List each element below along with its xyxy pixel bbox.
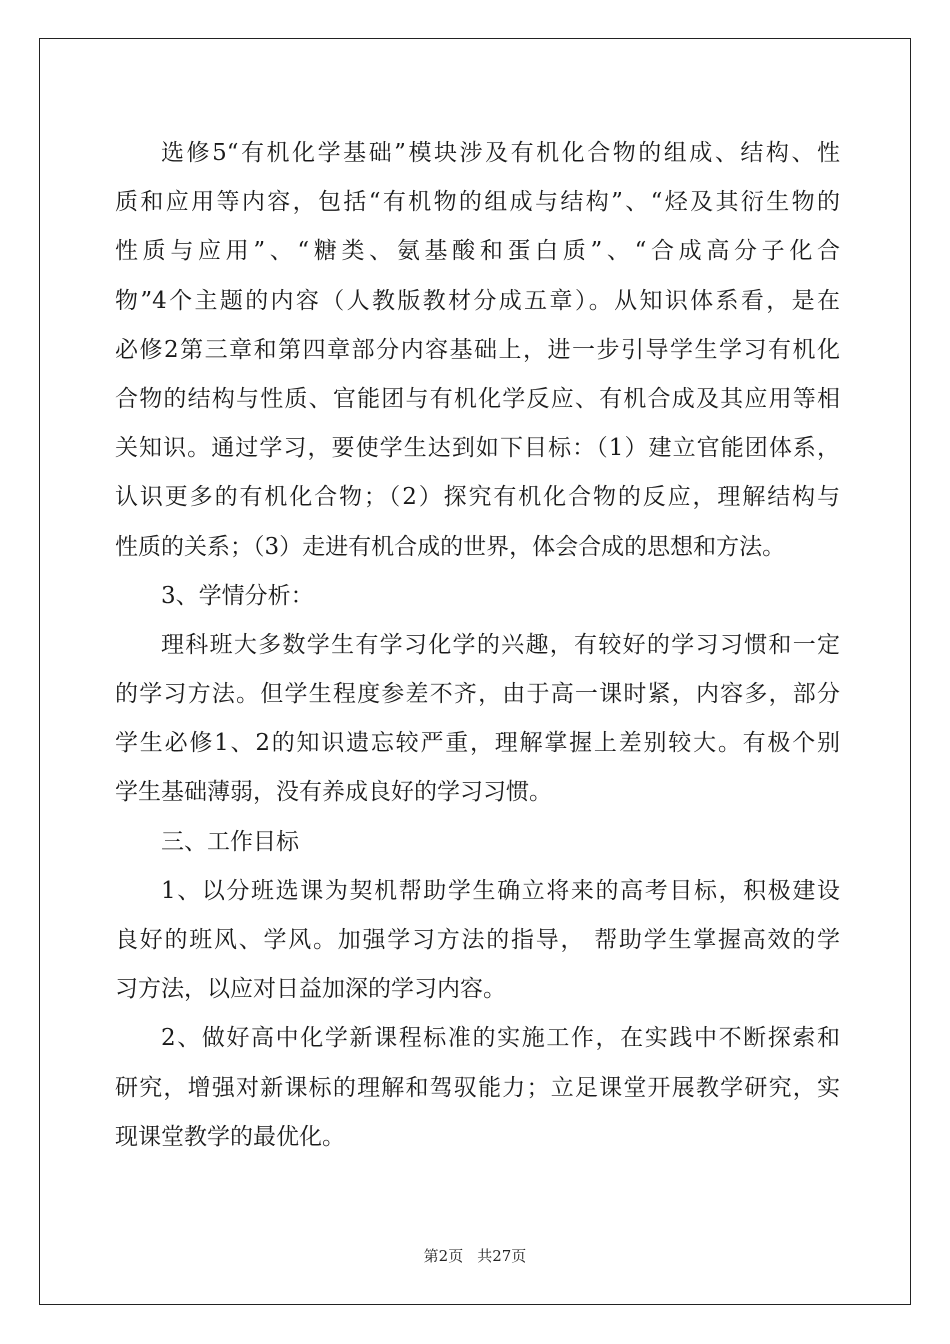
- page-footer: [0, 1245, 950, 1266]
- text-line: 研究，增强对新课标的理解和驾驭能力；立足课堂开展教学研究，实: [115, 1074, 840, 1101]
- text-line: 3、学情分析：: [161, 582, 314, 609]
- text-line: 习方法，以应对日益加深的学习内容。: [115, 976, 506, 1003]
- paragraph-module-intro: [115, 129, 840, 572]
- section-heading-work-goals: [115, 818, 840, 867]
- text-line: 认识更多的有机化合物；（2）探究有机化合物的反应，理解结构与: [115, 484, 840, 511]
- text-line: 学生基础薄弱，没有养成良好的学习习惯。: [115, 779, 552, 806]
- text-line: 关知识。通过学习，要使学生达到如下目标：（1）建立官能团体系，: [115, 435, 840, 462]
- page-number: 第2页: [423, 1247, 464, 1265]
- text-line: 必修2第三章和第四章部分内容基础上，进一步引导学生学习有机化: [115, 336, 840, 363]
- text-line: 物”4个主题的内容（人教版教材分成五章）。从知识体系看，是在: [115, 287, 840, 314]
- text-line: 1、以分班选课为契机帮助学生确立将来的高考目标，积极建设: [161, 877, 840, 904]
- text-line: 2、做好高中化学新课程标准的实施工作，在实践中不断探索和: [161, 1025, 840, 1052]
- text-line: 的学习方法。但学生程度参差不齐，由于高一课时紧，内容多，部分: [115, 681, 840, 708]
- text-line: 选修5“有机化学基础”模块涉及有机化合物的组成、结构、性: [161, 140, 840, 166]
- document-body: [115, 129, 840, 1162]
- text-line: 良好的班风、学风。加强学习方法的指导， 帮助学生掌握高效的学: [115, 927, 840, 953]
- text-line: 合物的结构与性质、官能团与有机化学反应、有机合成及其应用等相: [115, 385, 840, 412]
- section-heading-student-analysis: [115, 572, 840, 621]
- text-line: 学生必修1、2的知识遗忘较严重，理解掌握上差别较大。有极个别: [115, 730, 840, 757]
- text-line: 质和应用等内容，包括“有机物的组成与结构”、“烃及其衍生物的: [115, 189, 840, 216]
- text-line: 三、工作目标: [161, 828, 299, 855]
- text-line: 理科班大多数学生有学习化学的兴趣，有较好的学习习惯和一定: [161, 631, 840, 658]
- page-total: 共27页: [477, 1247, 527, 1265]
- paragraph-student-analysis: [115, 621, 840, 818]
- text-line: 性质与应用”、“糖类、氨基酸和蛋白质”、“合成高分子化合: [115, 238, 840, 265]
- text-line: 性质的关系；（3）走进有机合成的世界，体会合成的思想和方法。: [115, 533, 786, 560]
- paragraph-goal-1: [115, 867, 840, 1015]
- paragraph-goal-2: [115, 1014, 840, 1162]
- text-line: 现课堂教学的最优化。: [115, 1123, 345, 1150]
